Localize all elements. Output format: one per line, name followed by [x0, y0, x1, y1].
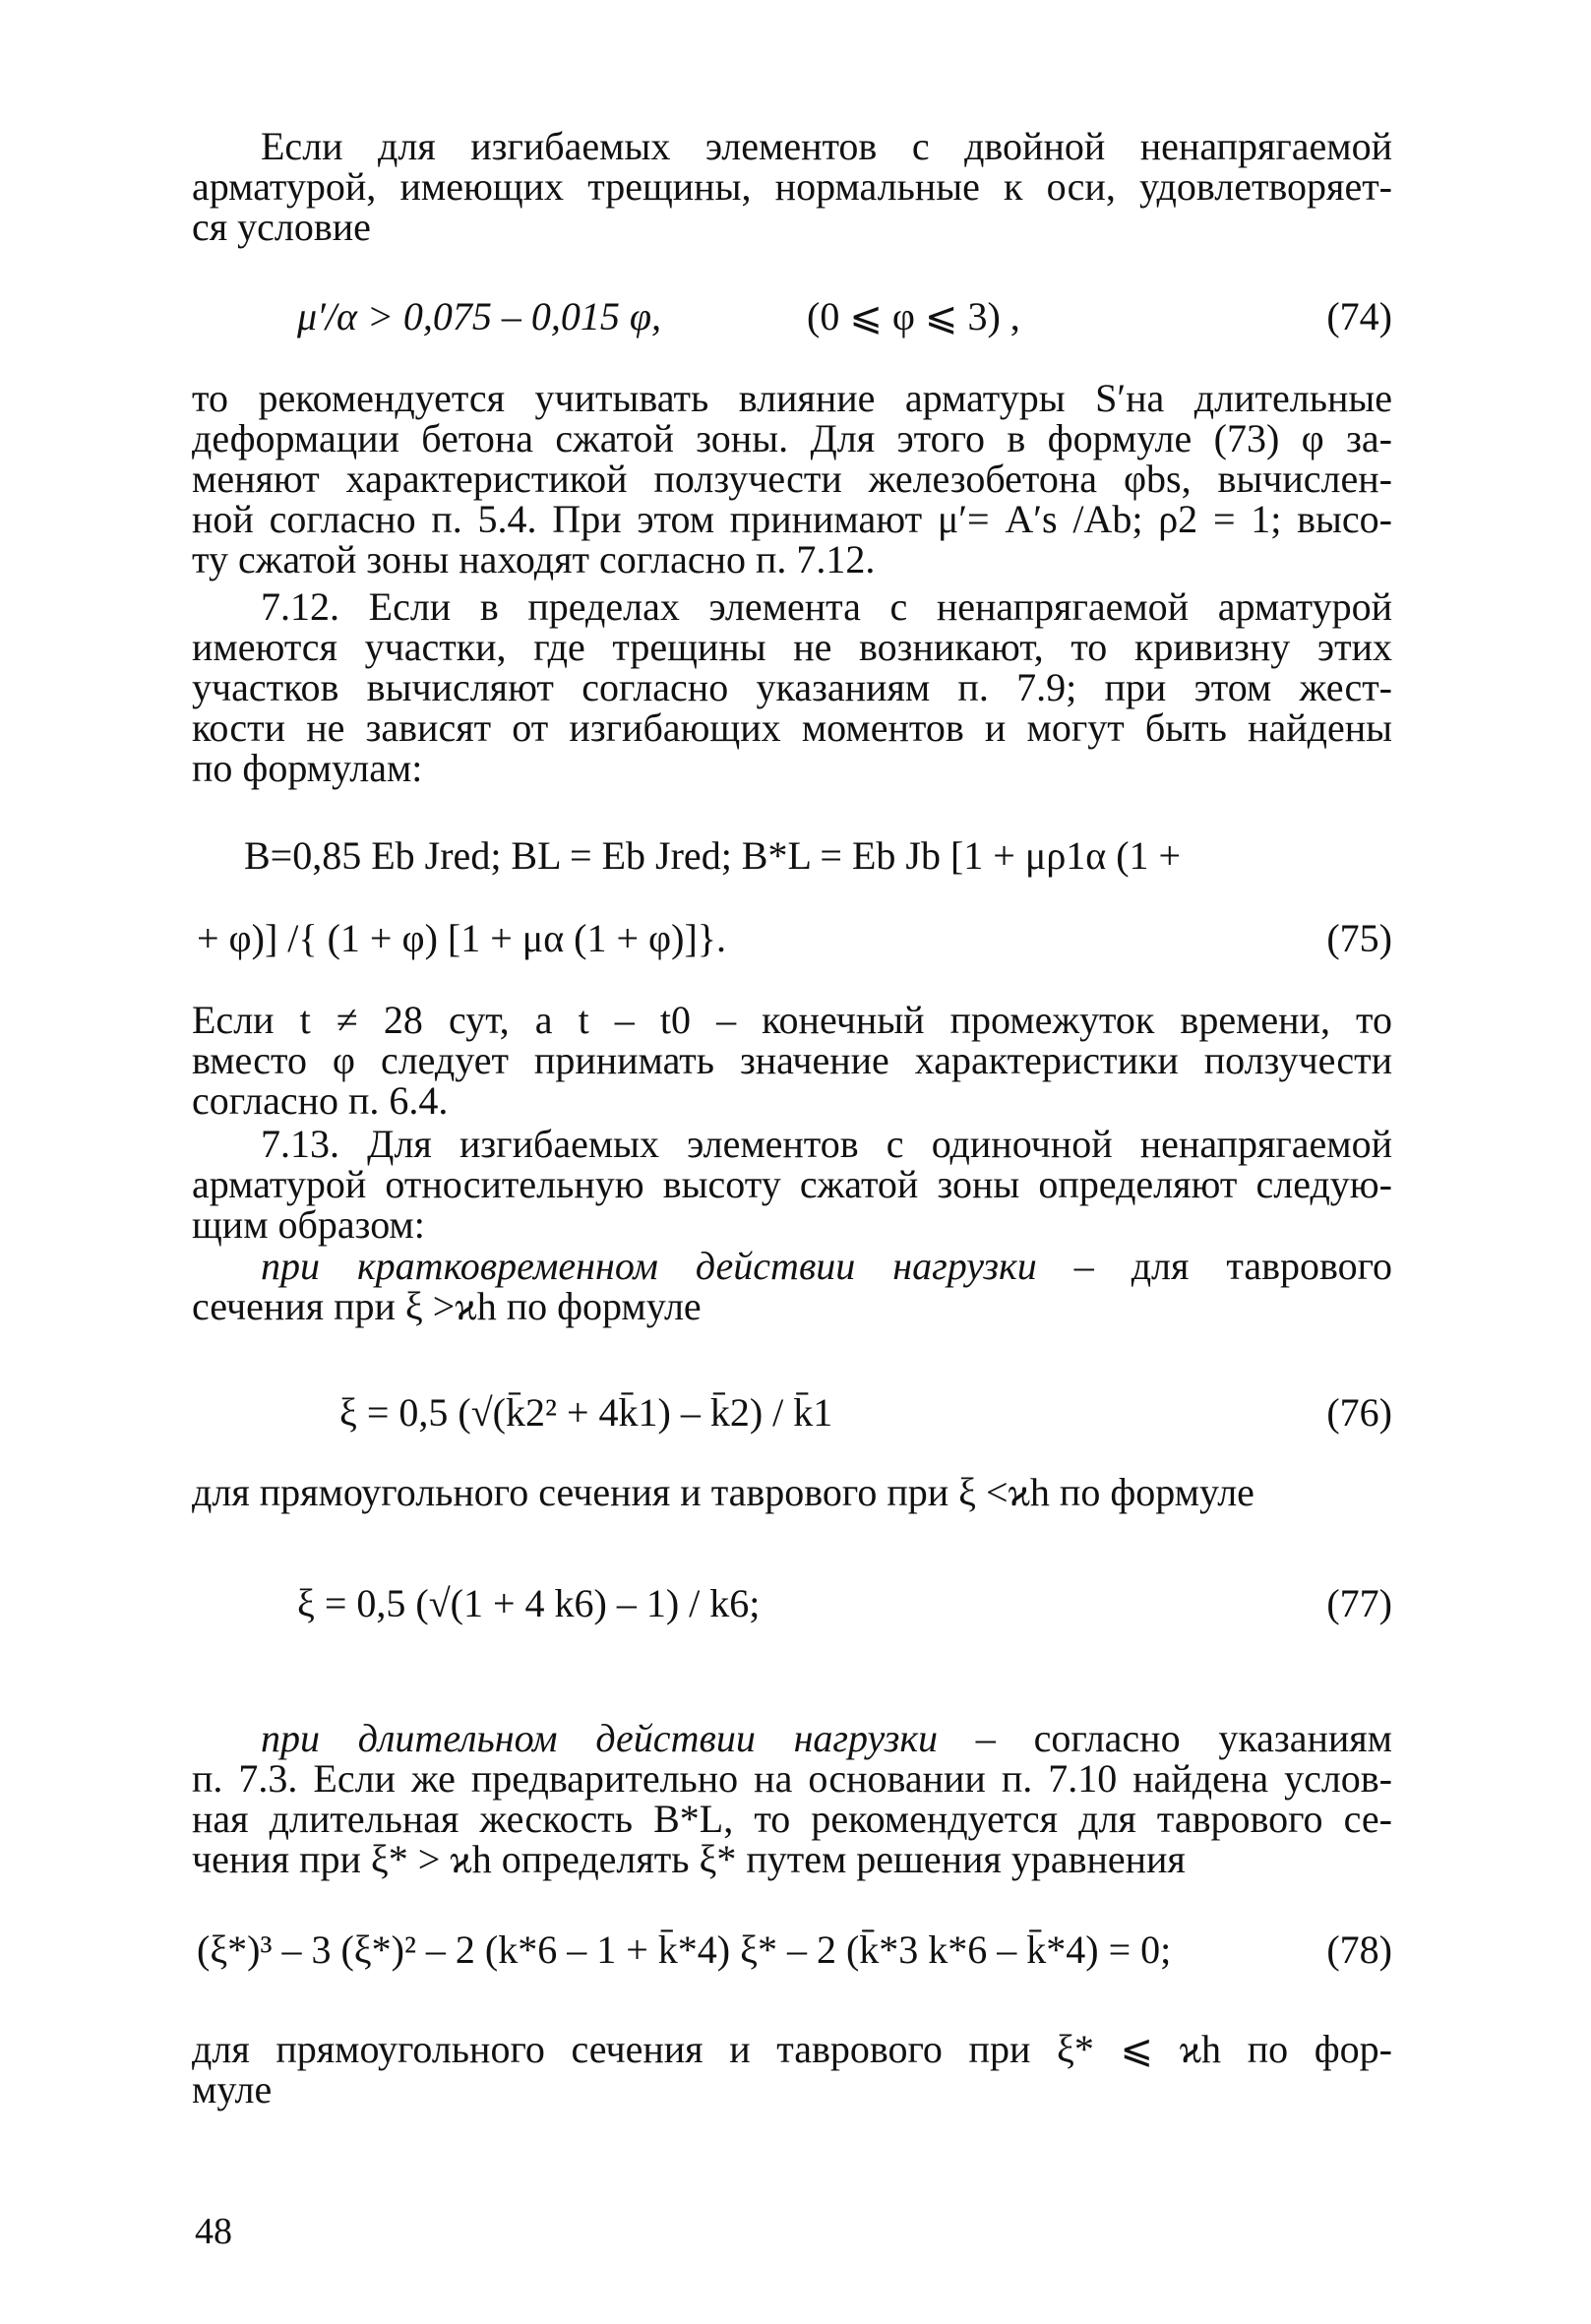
text-line: Если t ≠ 28 сут, а t – t0 – конечный промежуток времени, то: [192, 998, 1392, 1042]
paragraph-7-13: [192, 1124, 1392, 1245]
paragraph-rectangular-section-long: [192, 2029, 1392, 2110]
text-line: для прямоугольного сечения и таврового при ξ <ϰh по формуле: [192, 1470, 1254, 1514]
equation-number-77: (77): [1326, 1581, 1392, 1625]
equation-75-line-1: B=0,85 Eb Jred; BL = Eb Jred; B*L = Eb Jb [1 + μρ1α (1 +: [244, 833, 1182, 878]
paragraph-1: [192, 126, 1392, 247]
text-line: сечения при ξ >ϰh по формуле: [192, 1284, 702, 1328]
text-line: [192, 1718, 1392, 1758]
paragraph-7-12: [192, 586, 1392, 788]
text-line: 7.12. Если в пределах элемента с ненапрягаемой арматурой: [261, 584, 1392, 629]
italic-phrase: при кратковременном действии нагрузки: [261, 1244, 1037, 1288]
paragraph-long-term-load: [192, 1718, 1392, 1879]
text-line: 7.13. Для изгибаемых элементов с одиночной ненапрягаемой: [261, 1122, 1392, 1166]
equation-number-76: (76): [1326, 1390, 1392, 1435]
text-line: кости не зависят от изгибающих моментов и могут быть найдены: [192, 705, 1392, 750]
text-line: арматурой, имеющих трещины, нормальные к оси, удовлетворяет-: [192, 164, 1392, 209]
text-line: ной согласно п. 5.4. При этом принимают μ′= A′s /Ab; ρ2 = 1; высо-: [192, 497, 1392, 541]
paragraph-4: [192, 1000, 1392, 1121]
text-line: по формулам:: [192, 746, 423, 790]
page-number: 48: [195, 2211, 232, 2252]
equation-77: ξ = 0,5 (√(1 + 4 k6) – 1) / k6;: [297, 1581, 761, 1625]
text-line: деформации бетона сжатой зоны. Для этого в формуле (73) φ за-: [192, 416, 1392, 460]
text-line: щим образом:: [192, 1202, 425, 1247]
text-line: арматурой относительную высоту сжатой зоны определяют следую-: [192, 1162, 1392, 1206]
text-line: участков вычисляют согласно указаниям п. 7.9; при этом жест-: [192, 665, 1392, 709]
paragraph-rectangular-section: [192, 1472, 1392, 1512]
equation-76: ξ = 0,5 (√(k̄2² + 4k̄1) – k̄2) / k̄1: [339, 1390, 833, 1435]
equation-78: (ξ*)³ – 3 (ξ*)² – 2 (k*6 – 1 + k̄*4) ξ* – 2 (k̄*3 k*6 – k̄*4) = 0;: [197, 1927, 1172, 1972]
equation-74: μ′/α > 0,075 – 0,015 φ,: [297, 294, 662, 338]
paragraph-2: [192, 378, 1392, 580]
text-fragment: – согласно указаниям: [938, 1716, 1392, 1760]
italic-phrase: при длительном действии нагрузки: [261, 1716, 939, 1760]
text-line: п. 7.3. Если же предварительно на основании п. 7.10 найдена услов-: [192, 1756, 1392, 1801]
text-line: ся условие: [192, 205, 371, 249]
text-line: имеются участки, где трещины не возникают, то кривизну этих: [192, 625, 1392, 669]
text-line: меняют характеристикой ползучести железобетона φbs, вычислен-: [192, 457, 1392, 501]
text-line: вместо φ следует принимать значение характеристики ползучести: [192, 1038, 1392, 1082]
text-line: ту сжатой зоны находят согласно п. 7.12.: [192, 537, 876, 581]
equation-number-74: (74): [1326, 294, 1392, 338]
text-line: для прямоугольного сечения и таврового при ξ* ⩽ ϰh по фор-: [192, 2027, 1392, 2071]
equation-number-75: (75): [1326, 916, 1392, 960]
text-line: ная длительная жескость B*L, то рекомендуется для таврового се-: [192, 1797, 1392, 1841]
equation-number-78: (78): [1326, 1927, 1392, 1972]
text-line: согласно п. 6.4.: [192, 1078, 449, 1123]
text-line: Если для изгибаемых элементов с двойной ненапрягаемой: [261, 124, 1392, 168]
text-line: муле: [192, 2067, 273, 2111]
text-line: то рекомендуется учитывать влияние арматуры S′на длительные: [192, 376, 1392, 420]
text-line: [192, 1246, 1392, 1286]
text-fragment: – для таврового: [1036, 1244, 1393, 1288]
equation-75-line-2: + φ)] /{ (1 + φ) [1 + μα (1 + φ)]}.: [197, 916, 726, 960]
paragraph-short-term-load: [192, 1246, 1392, 1326]
text-line: чения при ξ* > ϰh определять ξ* путем решения уравнения: [192, 1837, 1186, 1881]
equation-74-condition: (0 ⩽ φ ⩽ 3) ,: [807, 294, 1020, 338]
